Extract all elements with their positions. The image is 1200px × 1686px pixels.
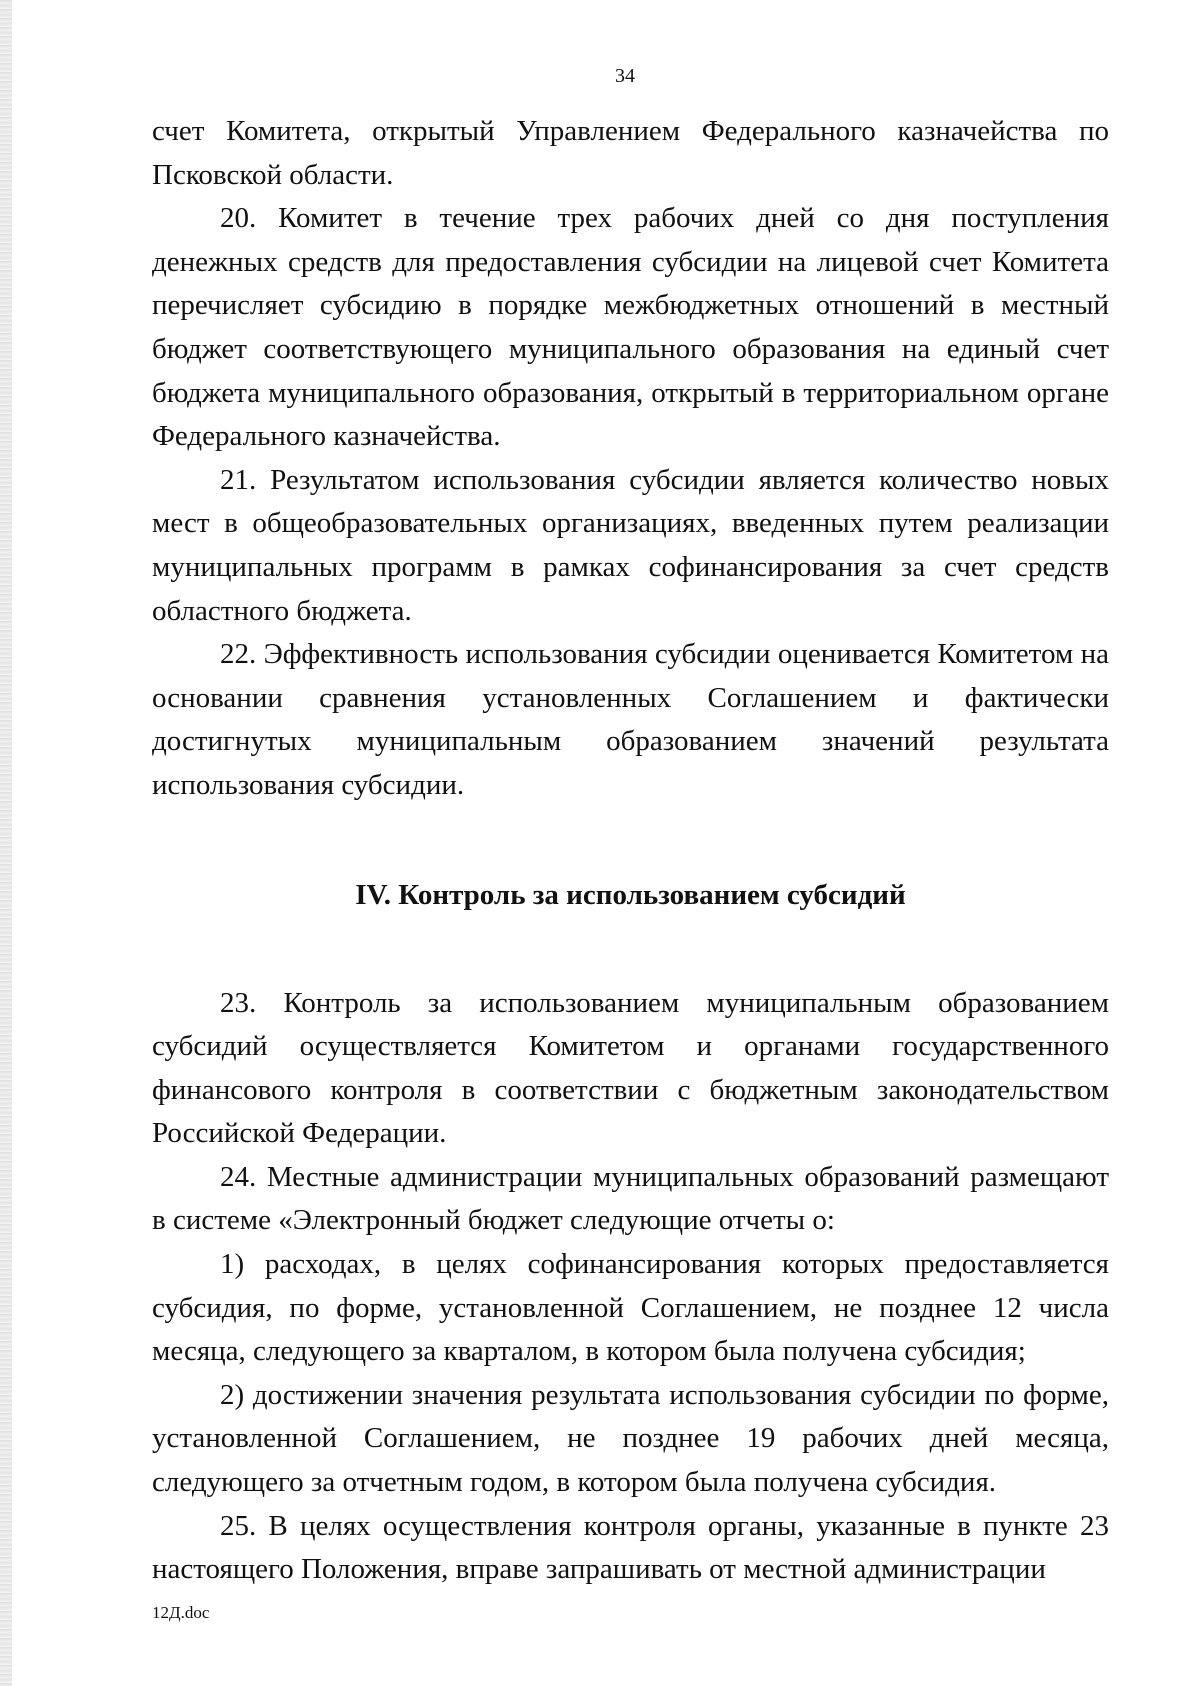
- paragraph-continuation: счет Комитета, открытый Управлением Федерального казначейства по Псковской области.: [152, 115, 1109, 191]
- paragraph-22: 22. Эффективность использования субсидии оценивается Комитетом на основании сравнения установленных Соглашением и фактически достигнутых муниципальным образованием значений результата использования субсидии.: [152, 638, 1109, 801]
- scan-edge-artifact: [0, 0, 12, 1686]
- paragraph-25: 25. В целях осуществления контроля органы, указанные в пункте 23 настоящего Положения, вправе запрашивать от местной администрации: [152, 1509, 1109, 1586]
- list-item-1: 1) расходах, в целях софинансирования которых предоставляется субсидия, по форме, установленной Соглашением, не позднее 12 числа месяца, следующего за кварталом, в котором была получена субсидия;: [152, 1248, 1109, 1368]
- paragraph-20: 20. Комитет в течение трех рабочих дней со дня поступления денежных средств для предоставления субсидии на лицевой счет Комитета перечисляет субсидию в порядке межбюджетных отношений в местный бюджет соответствующего муниципального образования на единый счет бюджета муниципального образования, открытый в территориальном органе Федерального казначейства.: [152, 202, 1109, 453]
- list-item-2: 2) достижении значения результата использования субсидии по форме, установленной Соглашением, не позднее 19 рабочих дней месяца, следующего за отчетным годом, в котором была получена субсидия.: [152, 1378, 1109, 1499]
- paragraph-23: 23. Контроль за использованием муниципальным образованием субсидий осуществляется Комитетом и органами государственного финансового контроля в соответствии с бюджетным законодательством Российской Федерации.: [152, 986, 1109, 1150]
- section-title: IV. Контроль за использованием субсидий: [355, 878, 906, 911]
- footer-filename: 12Д.doc: [152, 1603, 210, 1622]
- document-body: [152, 110, 1109, 1592]
- paragraph-24: 24. Местные администрации муниципальных образований размещают в системе «Электронный бюджет следующие отчеты о:: [152, 1160, 1109, 1237]
- page-number: 34: [615, 65, 635, 87]
- paragraph-21: 21. Результатом использования субсидии является количество новых мест в общеобразовательных организациях, введенных путем реализации муниципальных программ в рамках софинансирования за счет средств областного бюджета.: [152, 463, 1109, 627]
